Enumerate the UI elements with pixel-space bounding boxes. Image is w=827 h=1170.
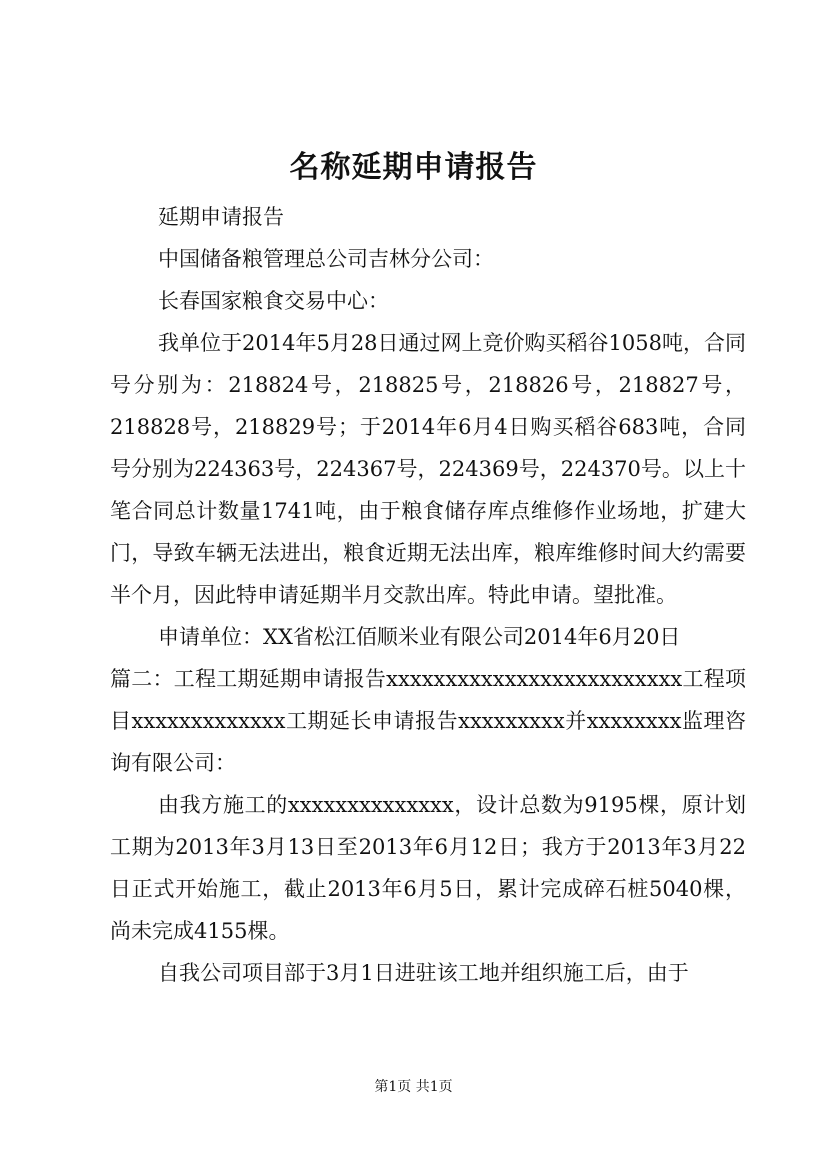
paragraph-addressee-1: 中国储备粮管理总公司吉林分公司：	[158, 247, 494, 271]
paragraph-construction-status: 由我方施工的xxxxxxxxxxxxxx，设计总数为9195棵，原计划工期为2013年3月13日至2013年6月12日；我方于2013年3月22日正式开始施工，截止2013年6月5日，累计完成碎石桩5040棵，尚未完成4155棵。	[110, 793, 746, 943]
paragraph-project-arrival: 自我公司项目部于3月1日进驻该工地并组织施工后，由于	[158, 961, 689, 985]
document-title: 名称延期申请报告	[289, 150, 538, 185]
document-body	[110, 196, 746, 994]
page-footer: 第1页 共1页	[374, 1079, 453, 1095]
paragraph-addressee-2: 长春国家粮食交易中心：	[158, 289, 389, 313]
paragraph-request-body: 我单位于2014年5月28日通过网上竞价购买稻谷1058吨，合同号分别为：218824号，218825号，218826号，218827号，218828号，218829号；于2014年6月4日购买稻谷683吨，合同号分别为224363号，224367号，224369号，224370号。以上十笔合同总计数量1741吨，由于粮食储存库点维修作业场地，扩建大门，导致车辆无法进出，粮食近期无法出库，粮库维修时间大约需要半个月，因此特申请延期半月交款出库。特此申请。望批准。	[110, 331, 746, 607]
paragraph-applicant: 申请单位：XX省松江佰顺米业有限公司2014年6月20日	[158, 625, 681, 649]
paragraph-heading: 延期申请报告	[158, 205, 284, 229]
paragraph-part-two-heading: 篇二：工程工期延期申请报告xxxxxxxxxxxxxxxxxxxxxxxxx工程项目xxxxxxxxxxxxx工期延长申请报告xxxxxxxxx并xxxxxxxx监理咨询有限公司：	[110, 667, 746, 775]
